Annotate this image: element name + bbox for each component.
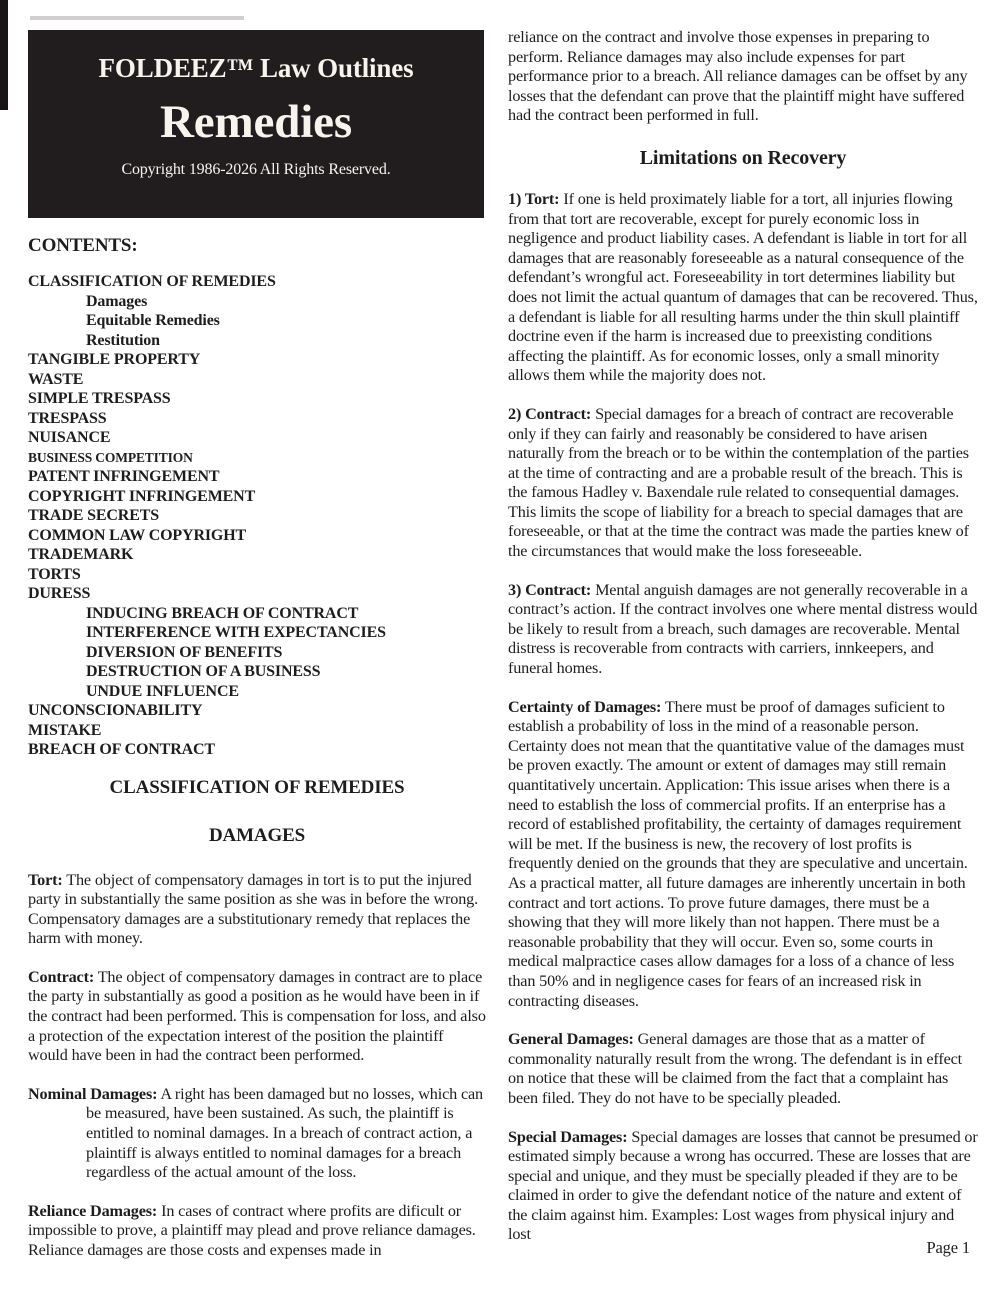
- paragraph-label: Nominal Damages:: [28, 1084, 158, 1103]
- paragraph: Nominal Damages: A right has been damaged but no losses, which can be measured, have been sustained. As such, the plaintiff is entitled to nominal damages. In a breach of contract action, a plaintiff is always entitled to nominal damages for a breach regardless of the actual amount of the loss.: [28, 1084, 483, 1182]
- scan-smudge-artifact: [30, 16, 244, 20]
- contents-item: UNCONSCIONABILITY: [28, 702, 203, 719]
- contents-item: INTERFERENCE WITH EXPECTANCIES: [86, 624, 386, 641]
- paragraph: 3) Contract: Mental anguish damages are not generally recoverable in a contract’s action. If the contract involves one where mental distress would be likely to result from a breach, such damages are recoverable. Mental distress is recoverable from contracts with carriers, innkeepers, and funeral homes.: [508, 580, 978, 678]
- right-column: [508, 28, 978, 1245]
- paragraph: General Damages: General damages are those that as a matter of commonality naturally result from the wrong. The defendant is in effect on notice that these will be claimed from the fact that a complaint has been filed. They do not have to be specially pleaded.: [508, 1030, 963, 1107]
- paragraph-label: General Damages:: [508, 1030, 634, 1049]
- contents-item: TRADE SECRETS: [28, 507, 159, 524]
- contents-item: TANGIBLE PROPERTY: [28, 351, 201, 368]
- paragraph: 2) Contract: Special damages for a breach of contract are recoverable only if they can fairly and reasonably be considered to have arisen naturally from the breach or to be within the contemplation of the parties at the time of contracting and are a probable result of the breach. This is the famous Hadley v. Baxendale rule related to consequential damages. This limits the scope of liability for a breach to special damages that are foreseeable, or that at the time the contract was made the parties knew of the circumstances that would make the loss foreseeable.: [508, 404, 969, 561]
- page-number: Page 1: [926, 1238, 970, 1257]
- contents-item: INDUCING BREACH OF CONTRACT: [86, 604, 359, 622]
- paragraph-label: Contract:: [28, 967, 95, 986]
- contents-heading: CONTENTS:: [28, 235, 138, 256]
- title-box: [28, 30, 484, 218]
- contents-item: BUSINESS COMPETITION: [28, 449, 193, 465]
- paragraph-label: 1) Tort:: [508, 189, 560, 208]
- contents-item: SIMPLE TRESPASS: [28, 390, 171, 407]
- paragraph: Special Damages: Special damages are losses that cannot be presumed or estimated simply because a wrong has occurred. These are losses that are special and unique, and they must be specially pleaded if they are to be claimed in order to give the defendant notice of the nature and extent of the claim against him. Examples: Lost wages from physical injury and lost: [508, 1127, 978, 1244]
- paragraph-label: 3) Contract:: [508, 580, 592, 599]
- paragraph: Contract: The object of compensatory damages in contract are to place the party in substantially as good a position as he would have been in if the contract had been performed. This is compensation for loss, and also a protection of the expectation interest of the position the plaintiff would have been in had the contract been performed.: [28, 967, 486, 1065]
- contents-item: COMMON LAW COPYRIGHT: [28, 526, 247, 544]
- contents-item: TRESPASS: [28, 409, 107, 427]
- paragraph: Tort: The object of compensatory damages in tort is to put the injured party in substantially the same position as she was in before the wrong. Compensatory damages are a substitutionary remedy that replaces the harm with money.: [28, 870, 478, 948]
- document-title: Remedies: [160, 96, 352, 148]
- paragraph-label: Special Damages:: [508, 1127, 628, 1146]
- contents-item: UNDUE INFLUENCE: [86, 682, 239, 700]
- left-paragraphs: [28, 871, 486, 1261]
- contents-item: COPYRIGHT INFRINGEMENT: [28, 487, 256, 505]
- contents-item: DESTRUCTION OF A BUSINESS: [86, 663, 321, 680]
- section-heading-limitations: Limitations on Recovery: [639, 146, 847, 169]
- contents-item: PATENT INFRINGEMENT: [28, 468, 220, 485]
- paragraph-label: Tort:: [28, 870, 63, 889]
- contents-item: DURESS: [28, 585, 91, 602]
- right-paragraphs: [508, 190, 978, 1245]
- contents-item: Restitution: [86, 331, 160, 349]
- contents-item: CLASSIFICATION OF REMEDIES: [28, 273, 276, 290]
- paragraph: Certainty of Damages: There must be proof of damages suficient to establish a probability of loss in the mind of a reasonable person. Certainty does not mean that the quantitative value of the damages must be proven exactly. The amount or extent of damages may still remain quantitatively uncertain. Application: This issue arises when there is a need to establish the loss of commercial profits. If an enterprise has a record of established profitability, the certainty of damages requirement will be met. If the business is new, the recovery of lost profits is frequently denied on the grounds that they are speculative and uncertain. As a practical matter, all future damages are inherently uncertain in both contract and tort actions. To prove future damages, there must be a showing that they will more likely than not happen. There must be a reasonable probability that they will occur. Even so, some courts in medical malpractice cases allow damages for a loss of a chance of less than 50% and in negligence cases for fears of an increased risk in contracting diseases.: [508, 697, 968, 1010]
- scan-edge-artifact: [0, 0, 8, 110]
- section-heading-damages: DAMAGES: [208, 824, 306, 846]
- contents-item: NUISANCE: [28, 429, 111, 446]
- paragraph-label: Reliance Damages:: [28, 1201, 158, 1220]
- contents-list: [28, 272, 486, 760]
- paragraph: Reliance Damages: In cases of contract where profits are dificult or impossible to prove, a plaintiff may plead and prove reliance damages. Reliance damages are those costs and expenses made in: [28, 1201, 476, 1259]
- contents-item: WASTE: [28, 370, 84, 388]
- contents-item: TRADEMARK: [28, 546, 134, 563]
- contents-item: DIVERSION OF BENEFITS: [86, 643, 283, 661]
- contents-item: BREACH OF CONTRACT: [28, 741, 215, 758]
- copyright-line: Copyright 1986-2026 All Rights Reserved.: [121, 161, 391, 178]
- continuation-paragraph: reliance on the contract and involve those expenses in preparing to perform. Reliance damages may also include expenses for part performance prior to a breach. All reliance damages can be offset by any losses that the defendant can prove that the plaintiff might have suffered had the contract been performed in full.: [508, 28, 968, 125]
- paragraph-label: 2) Contract:: [508, 404, 592, 423]
- contents-item: Damages: [86, 292, 148, 310]
- contents-item: Equitable Remedies: [86, 312, 220, 329]
- paragraph: 1) Tort: If one is held proximately liable for a tort, all injuries flowing from that tort are recoverable, except for purely economic loss in negligence and product liability cases. A defendant is liable in tort for all damages that are reasonably foreseeable as a natural consequence of the defendant’s wrongful act. Foreseeability in tort determines liability but does not limit the actual quantum of damages that can be recovered. Thus, a defendant is liable for all resulting harms under the thin skull plaintiff doctrine even if the harm is increased due to preexisting conditions affecting the plaintiff. As for economic losses, only a small minority allows them while the majority does not.: [508, 189, 978, 385]
- contents-item: TORTS: [28, 565, 81, 583]
- left-column: [28, 30, 486, 1261]
- brand-title: FOLDEEZ™ Law Outlines: [98, 53, 414, 83]
- contents-item: MISTAKE: [28, 721, 102, 739]
- paragraph-label: Certainty of Damages:: [508, 697, 662, 716]
- section-heading-classification: CLASSIFICATION OF REMEDIES: [109, 776, 405, 798]
